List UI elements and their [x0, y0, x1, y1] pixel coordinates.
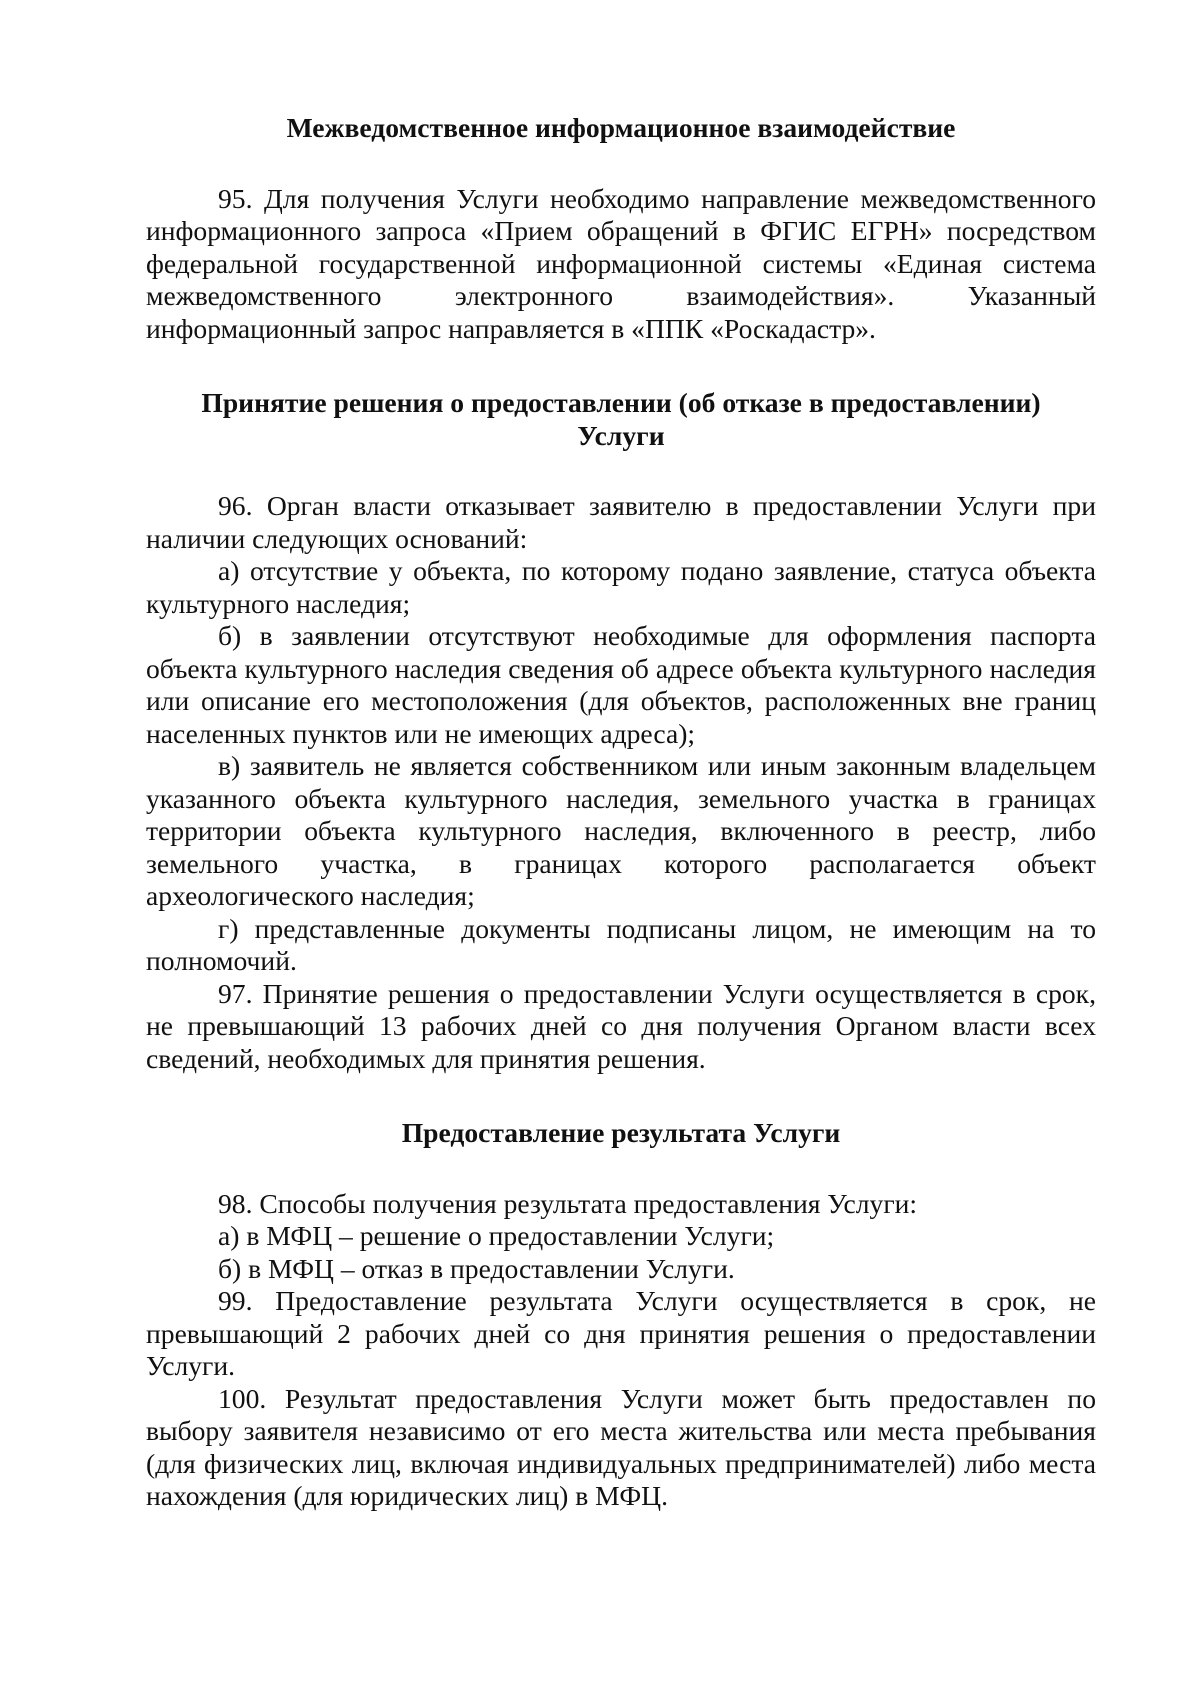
paragraph-96-g: г) представленные документы подписаны лицом, не имеющим на то полномочий.: [146, 912, 1096, 976]
paragraph-98: 98. Способы получения результата предоставления Услуги:: [218, 1187, 918, 1219]
section-heading-interagency: Межведомственное информационное взаимодействие: [286, 112, 956, 143]
paragraph-95: 95. Для получения Услуги необходимо направление межведомственного информационного запроса «Прием обращений в ФГИС ЕГРН» посредством федеральной государственной информационной системы «Единая система межведомственного электронного взаимодействия». Указанный информационный запрос направляется в «ППК «Роскадастр».: [146, 182, 1096, 344]
paragraph-98-a: а) в МФЦ – решение о предоставлении Услуги;: [218, 1220, 775, 1251]
paragraph-96-a: а) отсутствие у объекта, по которому подано заявление, статуса объекта культурного наследия;: [146, 555, 1096, 619]
paragraph-96: 96. Орган власти отказывает заявителю в предоставлении Услуги при наличии следующих оснований:: [146, 490, 1096, 554]
paragraph-100: 100. Результат предоставления Услуги может быть предоставлен по выбору заявителя независимо от его места жительства или места пребывания (для физических лиц, включая индивидуальных предпринимателей) либо места нахождения (для юридических лиц) в МФЦ.: [146, 1382, 1096, 1511]
paragraph-98-b: б) в МФЦ – отказ в предоставлении Услуги.: [218, 1252, 735, 1284]
document-page: [146, 112, 1096, 1513]
section-heading-result: Предоставление результата Услуги: [401, 1117, 841, 1148]
section-heading-decision: [146, 387, 1096, 452]
paragraph-97: 97. Принятие решения о предоставлении Услуги осуществляется в срок, не превышающий 13 рабочих дней со дня получения Органом власти всех сведений, необходимых для принятия решения.: [146, 977, 1096, 1074]
paragraph-99: 99. Предоставление результата Услуги осуществляется в срок, не превышающий 2 рабочих дней со дня принятия решения о предоставлении Услуги.: [146, 1285, 1096, 1381]
paragraph-96-b: б) в заявлении отсутствуют необходимые для оформления паспорта объекта культурного наследия сведения об адресе объекта культурного наследия или описание его местоположения (для объектов, расположенных вне границ населенных пунктов или не имеющих адреса);: [146, 620, 1096, 749]
section-heading-decision-line2: Услуги: [577, 419, 665, 451]
paragraph-96-v: в) заявитель не является собственником или иным законным владельцем указанного объекта культурного наследия, земельного участка в границах территории объекта культурного наследия, включенного в реестр, либо земельного участка, в границах которого располагается объект археологического наследия;: [146, 750, 1096, 911]
section-heading-decision-line1: Принятие решения о предоставлении (об отказе в предоставлении): [201, 387, 1041, 418]
